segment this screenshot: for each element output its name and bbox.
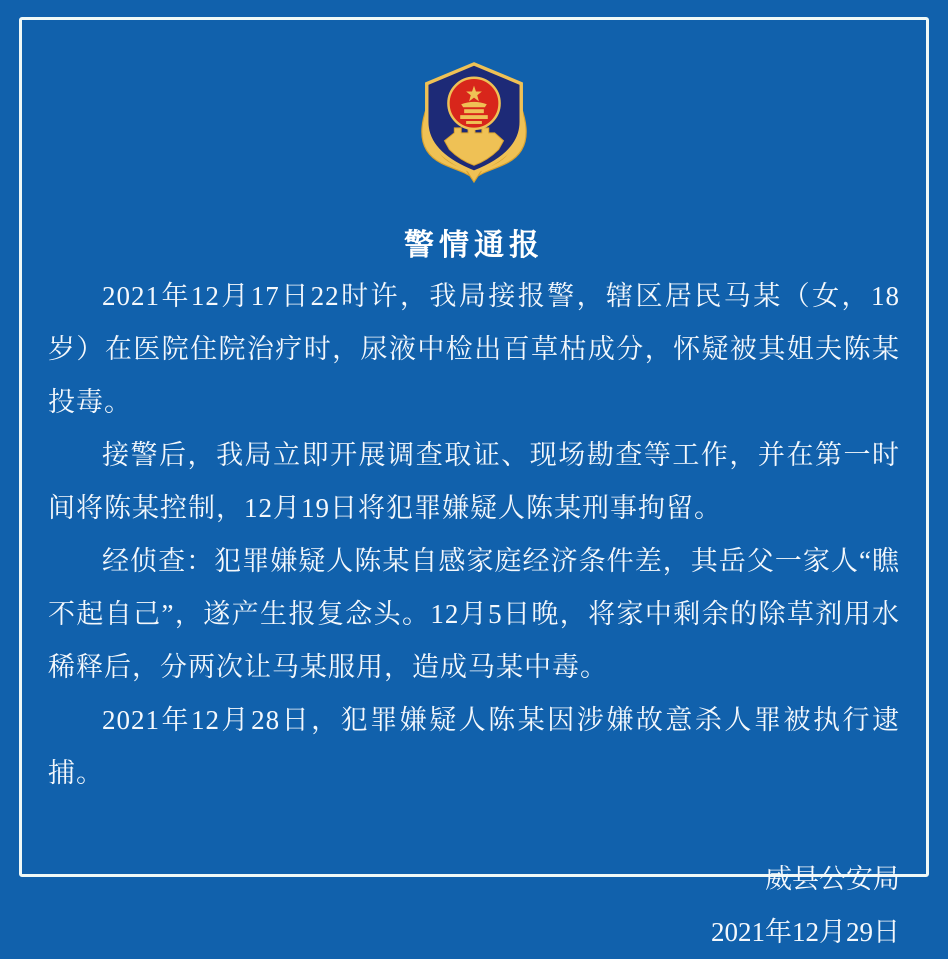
chinese-police-badge-icon xyxy=(411,60,537,184)
signature-block xyxy=(48,853,900,959)
notice-paragraph: 2021年12月17日22时许，我局接报警，辖区居民马某（女，18岁）在医院住院治疗时，尿液中检出百草枯成分，怀疑被其姐夫陈某投毒。 xyxy=(48,281,900,417)
notice-date: 2021年12月29日 xyxy=(711,917,900,947)
notice-body xyxy=(48,270,900,800)
notice-paragraph: 接警后，我局立即开展调查取证、现场勘查等工作，并在第一时间将陈某控制，12月19日将犯罪嫌疑人陈某刑事拘留。 xyxy=(48,440,900,523)
agency-signature: 威县公安局 xyxy=(765,864,900,894)
notice-title: 警情通报 xyxy=(404,229,544,262)
notice-content xyxy=(22,20,926,947)
notice-paragraph: 经侦查：犯罪嫌疑人陈某自感家庭经济条件差，其岳父一家人“瞧不起自己”，遂产生报复念头。12月5日晚，将家中剩余的除草剂用水稀释后，分两次让马某服用，造成马某中毒。 xyxy=(48,546,900,682)
notice-paragraph: 2021年12月28日，犯罪嫌疑人陈某因涉嫌故意杀人罪被执行逮捕。 xyxy=(48,705,900,788)
emblem-container xyxy=(48,60,900,184)
